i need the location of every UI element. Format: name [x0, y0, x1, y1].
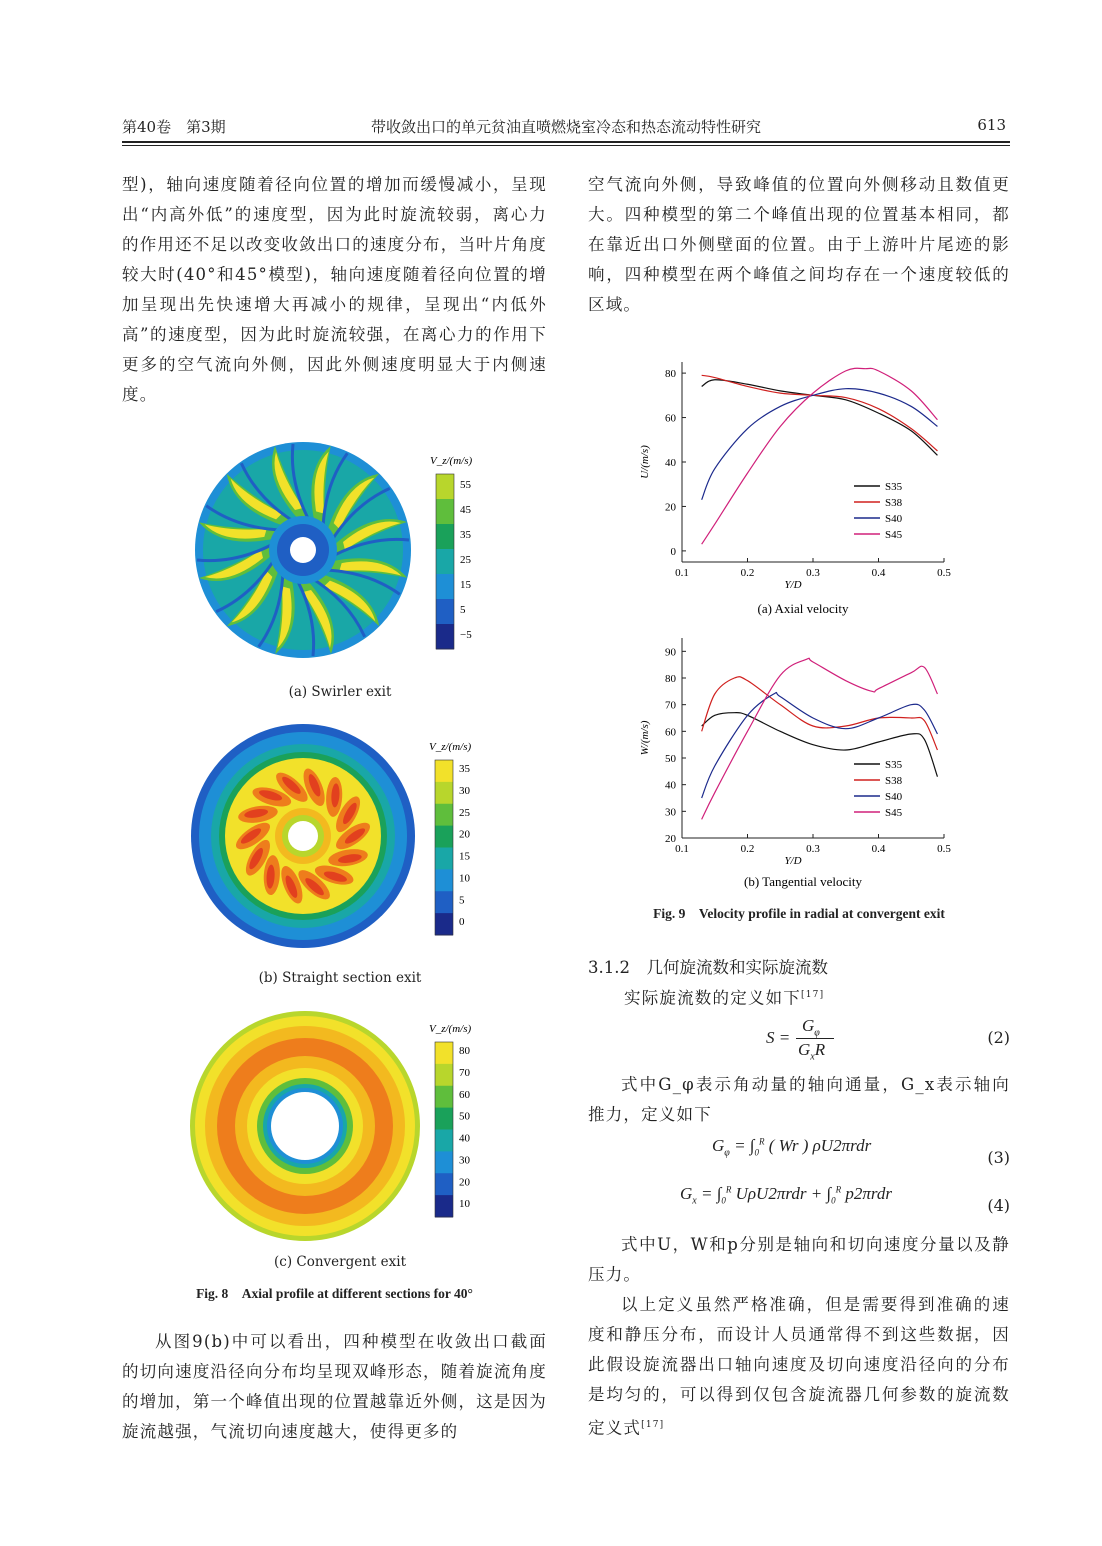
colorbar-tick: 50 [459, 1110, 470, 1123]
colorbar-tick: 10 [459, 1198, 470, 1211]
y-axis-label: U/(m/s) [639, 445, 651, 479]
legend-label: S45 [885, 529, 903, 541]
colorbar-swatch [435, 913, 453, 935]
series-line-s35 [702, 380, 938, 456]
x-tick-label: 0.5 [937, 843, 951, 855]
hub-hole [290, 537, 316, 563]
legend-label: S40 [885, 791, 903, 803]
x-tick-label: 0.4 [871, 567, 886, 579]
colorbar [429, 1023, 472, 1218]
equation-4: $G_x = \int_0^R$ $U\rho U2\pi rdr + \int_0^R$ p2πrdr [680, 1184, 892, 1207]
colorbar-tick: 60 [459, 1088, 470, 1101]
eq2-number: (2) [987, 1028, 1010, 1047]
colorbar-swatch [435, 1086, 453, 1108]
colorbar-swatch [435, 1064, 453, 1086]
colorbar-swatch [435, 782, 453, 804]
y-tick-label: 30 [665, 806, 676, 819]
colorbar-swatch [436, 499, 454, 525]
y-tick-label: 90 [665, 646, 676, 659]
eq4-number: (4) [987, 1196, 1010, 1215]
citation-17: [17] [801, 990, 825, 1000]
fig8-caption: Fig. 8 Axial profile at different sections for 40° [196, 1286, 473, 1301]
colorbar-tick: 30 [459, 1154, 470, 1167]
x-tick-label: 0.3 [806, 567, 820, 579]
colorbar-swatch [436, 524, 454, 550]
contour-straight-section-exit [185, 714, 495, 969]
colorbar-tick: 20 [459, 1176, 470, 1189]
chart-axial-velocity [630, 352, 970, 620]
colorbar-tick: 30 [459, 784, 470, 797]
eq-explanation-2: 式中U，W和p分别是轴向和切向速度分量以及静压力。 [588, 1235, 1010, 1284]
colorbar-tick: 40 [459, 1132, 470, 1145]
colorbar-swatch [435, 1151, 453, 1173]
left-paragraph-2: 从图9(b)中可以看出，四种模型在收敛出口截面的切向速度沿径向分布均呈现双峰形态，随着旋流角度的增加，第一个峰值出现的位置越靠近外侧，这是因为旋流越强，气流切向速度越大，使得更多的 [122, 1332, 547, 1441]
y-axis-label: W/(m/s) [639, 720, 651, 756]
contour-convergent-exit [185, 1004, 495, 1249]
chart-title: (b) Tangential velocity [744, 874, 862, 889]
legend-label: S38 [885, 497, 903, 509]
fig8b-label: (b) Straight section exit [258, 970, 422, 986]
y-tick-label: 60 [665, 726, 676, 739]
colorbar-tick: 15 [459, 850, 470, 863]
x-tick-label: 0.2 [740, 843, 755, 855]
y-tick-label: 40 [665, 457, 676, 469]
y-tick-label: 60 [665, 412, 676, 425]
chart-tangential-velocity [630, 628, 970, 894]
colorbar-swatch [435, 1173, 453, 1195]
chart-title: (a) Axial velocity [757, 601, 849, 616]
colorbar-swatch [435, 848, 453, 870]
legend-label: S40 [885, 513, 903, 525]
x-axis-label: Y/D [784, 855, 802, 867]
colorbar-swatch [435, 891, 453, 913]
colorbar-swatch [435, 1195, 453, 1217]
fig8a-label: (a) Swirler exit [288, 684, 392, 700]
colorbar-tick: 0 [459, 916, 465, 929]
contour-swirler-exit [190, 432, 500, 682]
eq-explanation-1: 式中G_φ表示角动量的轴向通量，G_x表示轴向推力，定义如下 [588, 1075, 1010, 1124]
colorbar-tick: 70 [459, 1066, 470, 1079]
eq3-number: (3) [987, 1148, 1010, 1167]
fig9-caption: Fig. 9 Velocity profile in radial at convergent exit [653, 906, 945, 921]
colorbar-unit: V_z/(m/s) [430, 455, 473, 467]
colorbar-tick: −5 [460, 628, 472, 641]
colorbar-tick: 5 [459, 894, 465, 907]
colorbar-swatch [435, 826, 453, 848]
para3-text: 以上定义虽然严格准确，但是需要得到准确的速度和静压分布，而设计人员通常得不到这些数据，因此假设旋流器出口轴向速度及切向速度沿径向的分布是均匀的，可以得到仅包含旋流器几何参数的旋流数定义式 [588, 1295, 1010, 1438]
y-tick-label: 40 [665, 779, 676, 792]
x-tick-label: 0.2 [740, 567, 755, 579]
colorbar-tick: 55 [460, 478, 471, 491]
citation-17b: [17] [641, 1420, 665, 1430]
volume-issue: 第40卷 第3期 [122, 118, 226, 136]
series-line-s38 [702, 677, 938, 750]
colorbar-swatch [435, 869, 453, 891]
page-number: 613 [977, 116, 1006, 134]
x-tick-label: 0.4 [871, 843, 886, 855]
colorbar-tick: 25 [460, 553, 471, 566]
x-axis-label: Y/D [784, 579, 802, 591]
colorbar [430, 455, 473, 650]
definition-intro [624, 980, 1004, 1014]
colorbar-swatch [435, 760, 453, 782]
legend-label: S45 [885, 807, 903, 819]
colorbar-tick: 45 [460, 503, 471, 516]
x-tick-label: 0.5 [937, 567, 951, 579]
header-rule-thin [122, 145, 1010, 146]
colorbar-tick: 15 [460, 578, 471, 591]
y-tick-label: 70 [665, 699, 676, 712]
y-tick-label: 80 [665, 673, 676, 685]
legend-label: S38 [885, 775, 903, 787]
legend-label: S35 [885, 759, 903, 771]
y-tick-label: 20 [665, 833, 676, 845]
legend-label: S35 [885, 481, 903, 493]
right-paragraph-3 [588, 1290, 1010, 1444]
right-paragraph-1: 空气流向外侧，导致峰值的位置向外侧移动且数值更大。四种模型的第二个峰值出现的位置基本相同，都在靠近出口外侧壁面的位置。由于上游叶片尾迹的影响，四种模型在两个峰值之间均存在一个速度较低的区域。 [588, 175, 1010, 314]
section-heading: 3.1.2 几何旋流数和实际旋流数 [588, 958, 828, 977]
colorbar-swatch [436, 474, 454, 500]
hub-hole [271, 1092, 339, 1160]
equation-3: $G_\varphi = \int_0^R$ ( Wr ) ρU2πrdr [712, 1136, 872, 1159]
colorbar-unit: V_z/(m/s) [429, 741, 472, 753]
colorbar-unit: V_z/(m/s) [429, 1023, 472, 1035]
hub-hole [288, 821, 318, 851]
colorbar-tick: 80 [459, 1045, 470, 1058]
y-tick-label: 50 [665, 753, 676, 765]
colorbar-swatch [435, 1130, 453, 1152]
y-tick-label: 0 [670, 545, 676, 558]
running-header [122, 116, 1010, 136]
colorbar-swatch [436, 599, 454, 625]
colorbar-swatch [436, 574, 454, 600]
header-rule [122, 141, 1010, 143]
x-tick-label: 0.1 [675, 843, 689, 855]
equation-2: S = $G_\varphi$ $G_xR$ [766, 1016, 846, 1060]
running-title: 带收敛出口的单元贫油直喷燃烧室冷态和热态流动特性研究 [370, 118, 761, 136]
colorbar-swatch [435, 1108, 453, 1130]
y-tick-label: 80 [665, 368, 676, 381]
fig8c-label: (c) Convergent exit [274, 1254, 406, 1270]
colorbar-tick: 35 [460, 528, 471, 541]
colorbar-tick: 25 [459, 806, 470, 819]
colorbar-swatch [436, 624, 454, 650]
colorbar-swatch [435, 1042, 453, 1064]
colorbar [429, 741, 472, 936]
left-paragraph-1: 型)，轴向速度随着径向位置的增加而缓慢减小，呈现出“内高外低”的速度型，因为此时旋流较弱，离心力的作用还不足以改变收敛出口的速度分布，当叶片角度较大时(40°和45°模型)，轴向速度随着径向位置的增加呈现出先快速增大再减小的规律，呈现出“内低外高”的速度型，因为此时旋流较强，在离心力的作用下更多的空气流向外侧，因此外侧速度明显大于内侧速度。 [122, 175, 547, 404]
colorbar-tick: 35 [459, 763, 470, 776]
colorbar-tick: 5 [460, 603, 466, 616]
colorbar-swatch [436, 549, 454, 575]
x-tick-label: 0.1 [675, 567, 689, 579]
definition-text: 实际旋流数的定义如下 [624, 988, 801, 1008]
colorbar-tick: 10 [459, 872, 470, 885]
y-tick-label: 20 [665, 501, 676, 514]
colorbar-tick: 20 [459, 828, 470, 841]
x-tick-label: 0.3 [806, 843, 820, 855]
colorbar-swatch [435, 804, 453, 826]
